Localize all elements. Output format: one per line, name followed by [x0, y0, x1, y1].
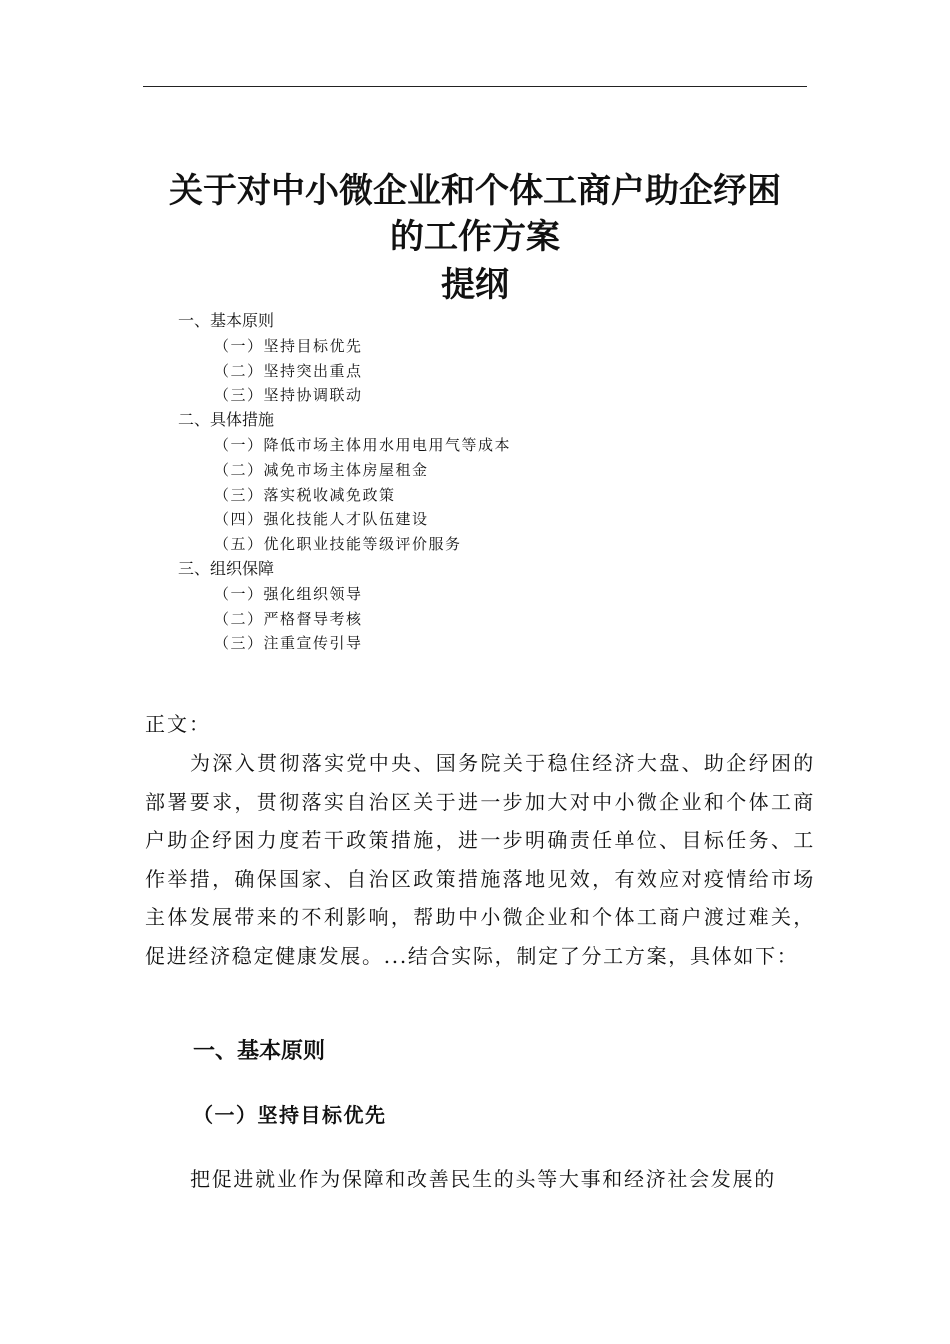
header-rule [143, 86, 807, 87]
outline-section-item: 一、基本原则 [178, 311, 275, 330]
outline-subsection-item: （一）坚持目标优先 [214, 336, 363, 355]
section-paragraph: 把促进就业作为保障和改善民生的头等大事和经济社会发展的 [190, 1167, 776, 1191]
outline-subsection-item: （二）减免市场主体房屋租金 [214, 460, 429, 479]
outline-section-item: 三、组织保障 [178, 558, 275, 578]
outline-list [0, 309, 950, 656]
document-title-outline: 提纲 [441, 265, 509, 305]
outline-subsection-item: （二）坚持突出重点 [214, 361, 363, 380]
outline-subsection-item: （四）强化技能人才队伍建设 [214, 510, 429, 529]
document-title-line-2: 的工作方案 [390, 217, 560, 257]
document-title-line-1: 关于对中小微企业和个体工商户助企纾困 [169, 171, 781, 211]
outline-subsection-item: （一）降低市场主体用水用电用气等成本 [214, 435, 512, 454]
section-heading: 一、基本原则 [193, 1039, 326, 1064]
subsection-heading: （一）坚持目标优先 [193, 1103, 387, 1127]
outline-subsection-item: （五）优化职业技能等级评价服务 [214, 535, 462, 554]
outline-subsection-item: （三）落实税收减免政策 [214, 485, 396, 504]
outline-subsection-item: （二）严格督导考核 [214, 609, 363, 628]
body-label: 正文： [145, 712, 211, 736]
outline-subsection-item: （一）强化组织领导 [214, 584, 363, 603]
outline-subsection-item: （三）坚持协调联动 [214, 386, 363, 405]
intro-paragraph: 为深入贯彻落实党中央、国务院关于稳住经济大盘、助企纾困的部署要求，贯彻落实自治区关于进一步加大对中小微企业和个体工商户助企纾困力度若干政策措施，进一步明确责任单位、目标任务、工作举措，确保国家、自治区政策措施落地见效，有效应对疫情给市场主体发展带来的不利影响，帮助中小微企业和个体工商户渡过难关，促进经济稳定健康发展。...结合实际，制定了分工方案，具体如下： [145, 751, 815, 968]
outline-section-item: 二、具体措施 [178, 410, 275, 430]
outline-subsection-item: （三）注重宣传引导 [214, 634, 363, 653]
